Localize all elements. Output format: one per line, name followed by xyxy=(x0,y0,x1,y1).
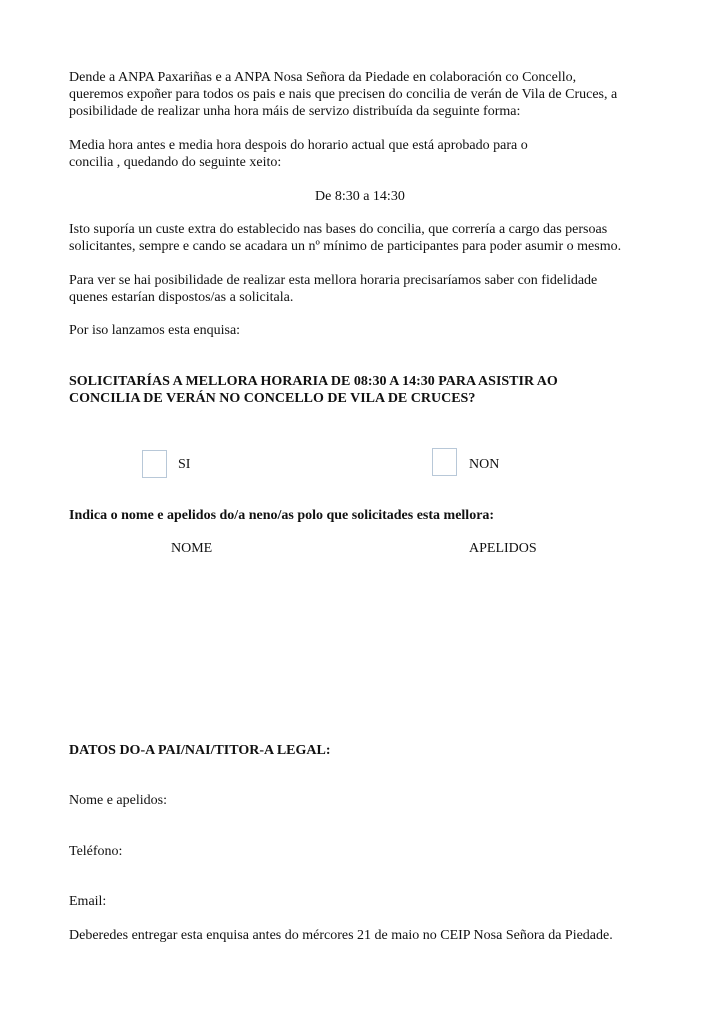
intro-line: Dende a ANPA Paxariñas e a ANPA Nosa Señora da Piedade en colaboración co Concello, xyxy=(69,70,577,85)
name-column-header: NOME xyxy=(171,541,213,556)
children-prompt: Indica o nome e apelidos do/a neno/as polo que solicitades esta mellora: xyxy=(69,508,495,523)
intro-line: posibilidade de realizar unha hora máis de servizo distribuída da seguinte forma: xyxy=(69,104,521,119)
cost-line: solicitantes, sempre e cando se acadara un nº mínimo de participantes para poder asumir o mesmo. xyxy=(69,239,622,254)
need-line: quenes estarían dispostos/as a solicitala. xyxy=(69,290,294,305)
intro-paragraph xyxy=(69,69,659,120)
guardian-name-label: Nome e apelidos: xyxy=(69,793,167,808)
guardian-heading: DATOS DO-A PAI/NAI/TITOR-A LEGAL: xyxy=(69,743,331,758)
survey-question xyxy=(69,373,659,407)
survey-intro: Por iso lanzamos esta enquisa: xyxy=(69,323,241,338)
question-line: SOLICITARÍAS A MELLORA HORARIA DE 08:30 A 14:30 PARA ASISTIR AO xyxy=(69,374,558,389)
yes-checkbox[interactable] xyxy=(142,450,167,478)
guardian-email-label: Email: xyxy=(69,894,107,909)
schedule-intro-paragraph xyxy=(69,137,659,171)
guardian-phone-label: Teléfono: xyxy=(69,844,123,859)
question-line: CONCILIA DE VERÁN NO CONCELLO DE VILA DE CRUCES? xyxy=(69,391,476,406)
surname-column-header: APELIDOS xyxy=(469,541,537,556)
cost-paragraph xyxy=(69,221,659,255)
need-paragraph xyxy=(69,272,659,306)
no-checkbox[interactable] xyxy=(432,448,457,476)
no-label: NON xyxy=(469,457,500,472)
intro-line: queremos expoñer para todos os pais e nais que precisen do concilia de verán de Vila de Cruces, a xyxy=(69,87,618,102)
cost-line: Isto suporía un custe extra do establecido nas bases do concilia, que correría a cargo das persoas xyxy=(69,222,608,237)
schedule-intro-line: Media hora antes e media hora despois do horario actual que está aprobado para o xyxy=(69,138,528,153)
schedule-time: De 8:30 a 14:30 xyxy=(315,189,405,204)
yes-label: SI xyxy=(178,457,191,472)
need-line: Para ver se hai posibilidade de realizar esta mellora horaria precisaríamos saber con fidelidade xyxy=(69,273,598,288)
deadline-note: Deberedes entregar esta enquisa antes do mércores 21 de maio no CEIP Nosa Señora da Piedade. xyxy=(69,928,613,943)
schedule-intro-line: concilia , quedando do seguinte xeito: xyxy=(69,155,282,170)
